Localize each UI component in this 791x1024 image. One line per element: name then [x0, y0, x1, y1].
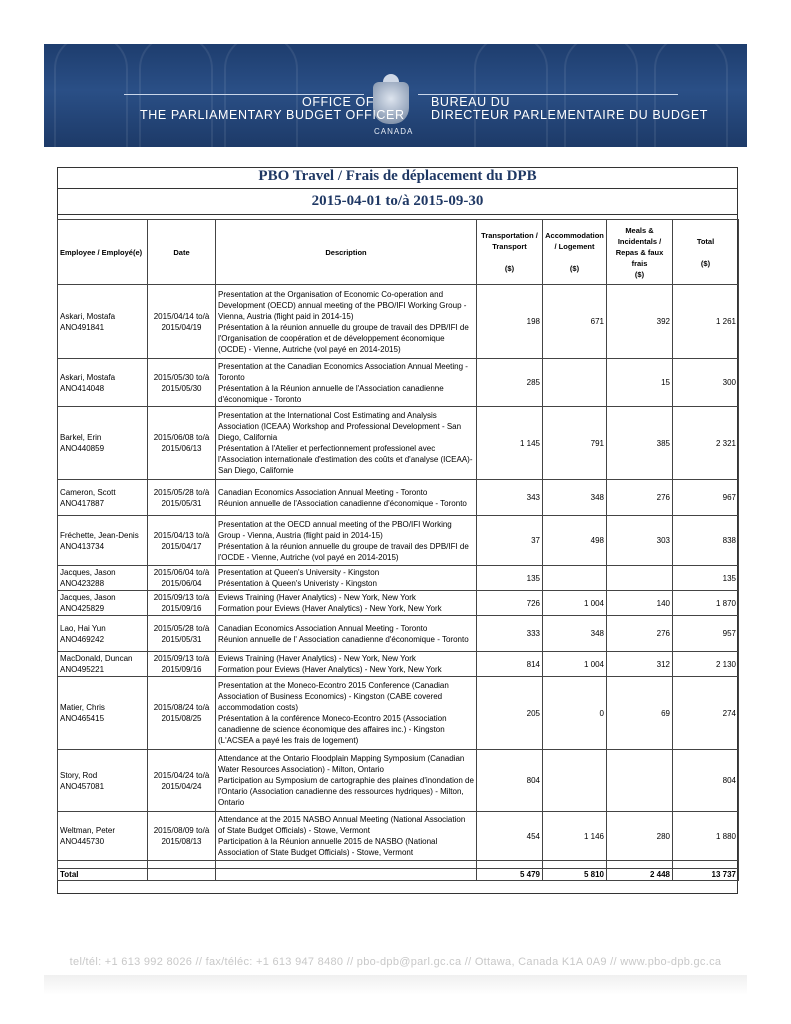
- accommodation-cell: 348: [543, 616, 607, 652]
- description-en: Presentation at the Organisation of Economic Co-operation and Development (OECD) annual meeting of the PBO/IFI Working Group - Vienna, Austria (flight paid in 2014-15): [218, 289, 467, 321]
- employee-id: ANO425829: [60, 604, 105, 613]
- transport-cell: 814: [477, 652, 543, 677]
- total-cell: 1 261: [673, 285, 739, 359]
- description-en: Attendance at the Ontario Floodplain Mapping Symposium (Canadian Water Resources Association) - Milton, Ontario: [218, 754, 465, 774]
- transport-cell: 135: [477, 566, 543, 591]
- description-fr: Présentation à la conférence Moneco-Econtro 2015 (Association canadienne de science économique des affaires inc.) - Kingston (L'ACSEA a payé les frais de logement): [218, 714, 447, 745]
- employee-cell: [58, 359, 148, 407]
- meals-cell: 276: [607, 480, 673, 516]
- spacer-cell: [673, 861, 739, 869]
- meals-cell: 140: [607, 591, 673, 616]
- total-cell: 2 130: [673, 652, 739, 677]
- employee-cell: [58, 652, 148, 677]
- table-row: [58, 750, 739, 812]
- date-cell: 2015/08/24 to/à 2015/08/25: [148, 677, 216, 750]
- description-fr: Présentation à la réunion annuelle du groupe de travail des DPB/IFI de l'Organisation de coopération et de développement économique (OCDE) - Vienne, Autriche (vol payé en 2014-2015): [218, 322, 469, 354]
- spacer-cell: [148, 861, 216, 869]
- banner-pbo-fr: DIRECTEUR PARLEMENTAIRE DU BUDGET: [431, 108, 709, 122]
- header-accommodation-label: Accommodation / Logement: [545, 231, 604, 251]
- employee-cell: [58, 407, 148, 480]
- totals-total: 13 737: [673, 869, 739, 881]
- table-row: [58, 591, 739, 616]
- employee-name: Askari, Mostafa: [60, 372, 116, 382]
- date-cell: 2015/09/13 to/à 2015/09/16: [148, 591, 216, 616]
- meals-cell: 392: [607, 285, 673, 359]
- description-en: Eviews Training (Haver Analytics) - New York, New York: [218, 593, 416, 602]
- total-cell: 300: [673, 359, 739, 407]
- description-cell: [216, 677, 477, 750]
- description-cell: [216, 812, 477, 861]
- arch-decoration: [654, 44, 728, 147]
- total-cell: 1 880: [673, 812, 739, 861]
- description-fr: Présentation à la réunion annuelle du groupe de travail des DPB/IFI de l'OCDE - Vienne, Autriche (vol payé en 2014-2015): [218, 541, 469, 562]
- total-cell: 804: [673, 750, 739, 812]
- date-cell: 2015/05/28 to/à 2015/05/31: [148, 616, 216, 652]
- transport-cell: 343: [477, 480, 543, 516]
- header-unit: ($): [700, 258, 711, 268]
- employee-cell: [58, 812, 148, 861]
- header-employee: Employee / Employé(e): [58, 220, 148, 285]
- meals-cell: [607, 750, 673, 812]
- title-divider-2: [57, 214, 738, 215]
- arch-decoration: [139, 44, 213, 147]
- meals-cell: 69: [607, 677, 673, 750]
- date-cell: 2015/06/04 to/à 2015/06/04: [148, 566, 216, 591]
- employee-cell: [58, 591, 148, 616]
- employee-id: ANO495221: [60, 665, 105, 674]
- meals-cell: 312: [607, 652, 673, 677]
- employee-id: ANO414048: [60, 383, 105, 393]
- header-meals-label: Meals & Incidentals / Repas & faux frais: [615, 225, 664, 268]
- table-header-row: [58, 220, 739, 285]
- meals-cell: 280: [607, 812, 673, 861]
- description-en: Eviews Training (Haver Analytics) - New York, New York: [218, 654, 416, 663]
- spacer-row: [58, 861, 739, 869]
- description-fr: Formation pour Eviews (Haver Analytics) - New York, New York: [218, 665, 442, 674]
- total-cell: 957: [673, 616, 739, 652]
- table-row: [58, 285, 739, 359]
- description-fr: Participation à la Réunion annuelle 2015 de NASBO (National Association of State Budget Officials) - Stowe, Vermont: [218, 837, 438, 857]
- employee-name: Askari, Mostafa: [60, 311, 116, 321]
- employee-cell: [58, 566, 148, 591]
- header-transport: [477, 220, 543, 285]
- employee-name: Weltman, Peter: [60, 826, 115, 835]
- description-fr: Participation au Symposium de cartographie des plaines d'inondation de l'Ontario (Association canadienne des ressources hydriques) - Milton, Ontario: [218, 776, 474, 807]
- description-fr: Présentation à la Réunion annuelle de l'Association canadienne d'économique - Toronto: [218, 383, 444, 404]
- description-cell: [216, 652, 477, 677]
- description-cell: [216, 591, 477, 616]
- description-fr: Présentation à l'Atelier et perfectionnement professionel avec l'Association internationale d'estimation des coûts et d'analyse (ICEAA)- San Diego, Californie: [218, 444, 473, 475]
- meals-cell: 276: [607, 616, 673, 652]
- title-divider: [57, 188, 738, 189]
- total-cell: 967: [673, 480, 739, 516]
- header-transport-label: Transportation / Transport: [481, 231, 538, 251]
- description-cell: [216, 750, 477, 812]
- accommodation-cell: 498: [543, 516, 607, 566]
- employee-name: Matier, Chris: [60, 703, 105, 712]
- description-en: Presentation at the Canadian Economics Association Annual Meeting - Toronto: [218, 361, 468, 382]
- date-cell: 2015/09/13 to/à 2015/09/16: [148, 652, 216, 677]
- employee-id: ANO417887: [60, 498, 105, 508]
- header-unit: ($): [504, 264, 515, 273]
- banner-canada: CANADA: [374, 127, 414, 136]
- date-cell: 2015/04/24 to/à 2015/04/24: [148, 750, 216, 812]
- table-row: [58, 677, 739, 750]
- employee-id: ANO465415: [60, 714, 105, 723]
- total-cell: 2 321: [673, 407, 739, 480]
- transport-cell: 1 145: [477, 407, 543, 480]
- meals-cell: 303: [607, 516, 673, 566]
- totals-meals: 2 448: [607, 869, 673, 881]
- description-en: Presentation at Queen's University - Kingston: [218, 568, 380, 577]
- transport-cell: 804: [477, 750, 543, 812]
- header-banner: [44, 44, 747, 147]
- transport-cell: 454: [477, 812, 543, 861]
- totals-label: Total: [58, 869, 148, 881]
- spacer-cell: [58, 861, 148, 869]
- arch-decoration: [54, 44, 128, 147]
- footer-contact: tel/tél: +1 613 992 8026 // fax/téléc: +1 613 947 8480 // pbo-dpb@parl.gc.ca // Ottawa, Canada K1A 0A9 // www.pbo-dpb.gc.ca: [69, 956, 722, 968]
- totals-empty: [216, 869, 477, 881]
- employee-name: Jacques, Jason: [60, 568, 116, 577]
- date-cell: 2015/06/08 to/à 2015/06/13: [148, 407, 216, 480]
- meals-cell: 15: [607, 359, 673, 407]
- accommodation-cell: 1 004: [543, 591, 607, 616]
- employee-cell: [58, 285, 148, 359]
- header-total-label: Total: [696, 236, 715, 246]
- transport-cell: 205: [477, 677, 543, 750]
- employee-name: Fréchette, Jean-Denis: [60, 530, 139, 540]
- header-meals: [607, 220, 673, 285]
- transport-cell: 333: [477, 616, 543, 652]
- employee-id: ANO445730: [60, 837, 105, 846]
- accommodation-cell: [543, 359, 607, 407]
- totals-empty: [148, 869, 216, 881]
- description-fr: Réunion annuelle de l'Association canadienne d'économique - Toronto: [218, 498, 467, 508]
- totals-accommodation: 5 810: [543, 869, 607, 881]
- transport-cell: 198: [477, 285, 543, 359]
- spacer-cell: [216, 861, 477, 869]
- date-cell: 2015/05/28 to/à 2015/05/31: [148, 480, 216, 516]
- date-cell: 2015/04/13 to/à 2015/04/17: [148, 516, 216, 566]
- employee-name: Barkel, Erin: [60, 433, 102, 442]
- banner-pbo-en: THE PARLIAMENTARY BUDGET OFFICER: [140, 108, 405, 122]
- description-cell: [216, 359, 477, 407]
- employee-id: ANO413734: [60, 541, 105, 551]
- banner-office-of: OFFICE OF: [302, 95, 375, 109]
- employee-id: ANO423288: [60, 579, 105, 588]
- employee-id: ANO457081: [60, 781, 105, 791]
- footer-shade: [44, 975, 747, 995]
- header-date: Date: [148, 220, 216, 285]
- employee-cell: [58, 616, 148, 652]
- header-unit: ($): [569, 264, 580, 273]
- date-cell: 2015/05/30 to/à 2015/05/30: [148, 359, 216, 407]
- employee-name: MacDonald, Duncan: [60, 654, 133, 663]
- description-en: Presentation at the International Cost Estimating and Analysis Association (ICEAA) Workshop and Professional Development - San Diego, California: [218, 411, 462, 442]
- period-title: 2015-04-01 to/à 2015-09-30: [311, 193, 484, 209]
- spacer-cell: [607, 861, 673, 869]
- meals-cell: [607, 566, 673, 591]
- header-total: [673, 220, 739, 285]
- accommodation-cell: 671: [543, 285, 607, 359]
- accommodation-cell: 0: [543, 677, 607, 750]
- accommodation-cell: [543, 750, 607, 812]
- table-row: [58, 652, 739, 677]
- employee-name: Cameron, Scott: [60, 487, 116, 497]
- employee-id: ANO491841: [60, 322, 105, 332]
- table-row: [58, 812, 739, 861]
- table-row: [58, 616, 739, 652]
- total-cell: 135: [673, 566, 739, 591]
- accommodation-cell: 1 146: [543, 812, 607, 861]
- description-cell: [216, 516, 477, 566]
- table-row: [58, 407, 739, 480]
- description-en: Canadian Economics Association Annual Meeting - Toronto: [218, 623, 428, 633]
- description-en: Presentation at the Moneco-Econtro 2015 Conference (Canadian Association of Business Economics) - Kingston (CABE covered accommodation costs): [218, 681, 449, 712]
- description-fr: Réunion annuelle de l' Association canadienne d'économique - Toronto: [218, 634, 469, 644]
- accommodation-cell: 348: [543, 480, 607, 516]
- description-cell: [216, 616, 477, 652]
- employee-name: Lao, Hai Yun: [60, 623, 106, 633]
- employee-cell: [58, 750, 148, 812]
- header-accommodation: [543, 220, 607, 285]
- banner-bureau-du: BUREAU DU: [431, 95, 511, 109]
- header-description: Description: [216, 220, 477, 285]
- employee-cell: [58, 516, 148, 566]
- date-cell: 2015/04/14 to/à 2015/04/19: [148, 285, 216, 359]
- employee-cell: [58, 480, 148, 516]
- accommodation-cell: 1 004: [543, 652, 607, 677]
- transport-cell: 726: [477, 591, 543, 616]
- description-cell: [216, 285, 477, 359]
- spacer-cell: [477, 861, 543, 869]
- page-title: PBO Travel / Frais de déplacement du DPB: [258, 168, 537, 184]
- description-en: Attendance at the 2015 NASBO Annual Meeting (National Association of State Budget Officials) - Stowe, Vermont: [218, 815, 466, 835]
- transport-cell: 285: [477, 359, 543, 407]
- employee-id: ANO440859: [60, 444, 105, 453]
- total-cell: 274: [673, 677, 739, 750]
- header-unit: ($): [634, 269, 645, 279]
- total-cell: 1 870: [673, 591, 739, 616]
- table-row: [58, 566, 739, 591]
- description-cell: [216, 480, 477, 516]
- totals-row: [58, 869, 739, 881]
- accommodation-cell: [543, 566, 607, 591]
- travel-table: [57, 219, 739, 881]
- description-en: Canadian Economics Association Annual Meeting - Toronto: [218, 487, 428, 497]
- table-row: [58, 516, 739, 566]
- description-cell: [216, 566, 477, 591]
- transport-cell: 37: [477, 516, 543, 566]
- description-cell: [216, 407, 477, 480]
- description-fr: Formation pour Eviews (Haver Analytics) - New York, New York: [218, 604, 442, 613]
- description-fr: Présentation à Queen's Univeristy - Kingston: [218, 579, 377, 588]
- employee-cell: [58, 677, 148, 750]
- arch-decoration: [224, 44, 298, 147]
- table-row: [58, 359, 739, 407]
- arch-decoration: [564, 44, 638, 147]
- totals-transport: 5 479: [477, 869, 543, 881]
- accommodation-cell: 791: [543, 407, 607, 480]
- spacer-cell: [543, 861, 607, 869]
- table-row: [58, 480, 739, 516]
- employee-name: Jacques, Jason: [60, 593, 116, 602]
- date-cell: 2015/08/09 to/à 2015/08/13: [148, 812, 216, 861]
- description-en: Presentation at the OECD annual meeting of the PBO/IFI Working Group - Vienna, Austria (flight paid in 2014-15): [218, 519, 452, 540]
- total-cell: 838: [673, 516, 739, 566]
- employee-id: ANO469242: [60, 634, 105, 644]
- meals-cell: 385: [607, 407, 673, 480]
- employee-name: Story, Rod: [60, 770, 98, 780]
